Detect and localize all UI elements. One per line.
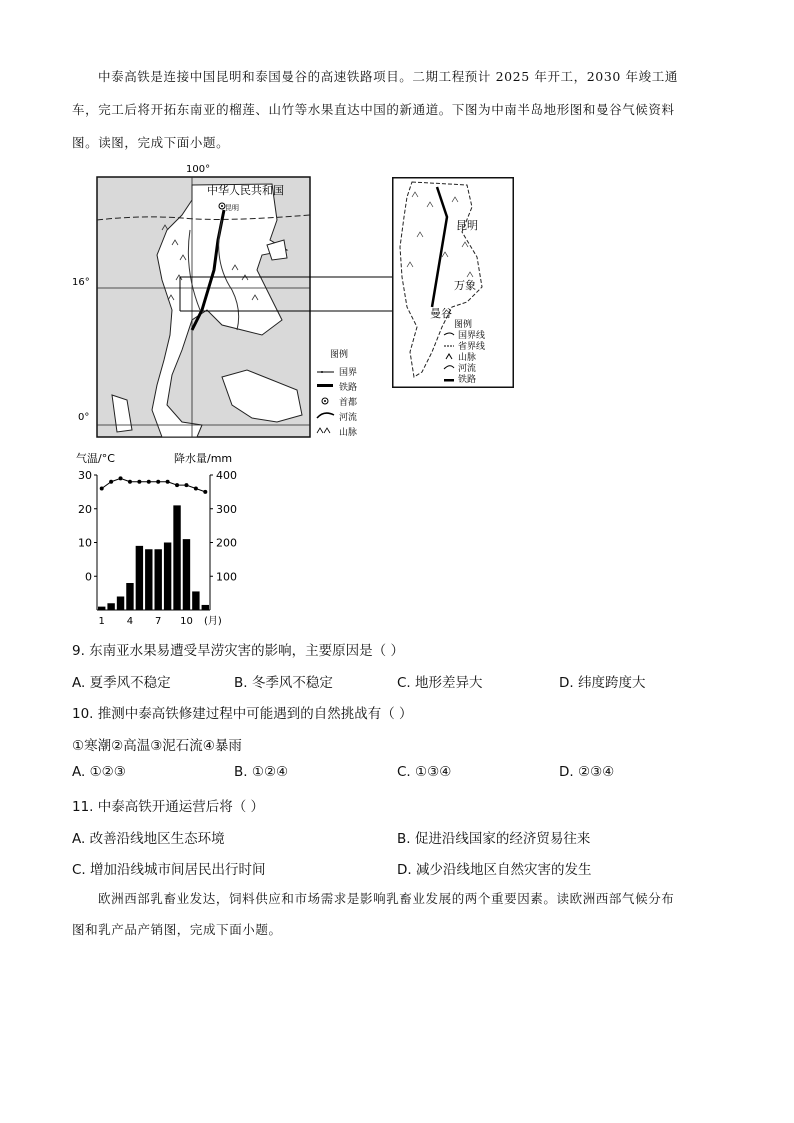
bangkok-climate-chart bbox=[76, 448, 246, 630]
month-tick-label: 1 bbox=[98, 616, 105, 627]
precipitation-bar bbox=[145, 549, 152, 610]
inset-railway-map bbox=[392, 177, 514, 388]
inset-bangkok-label: 曼谷 bbox=[430, 307, 452, 320]
q10-option-d[interactable]: D. ②③④ bbox=[559, 764, 615, 780]
svg-text:图例: 图例 bbox=[330, 350, 349, 360]
svg-text:国界: 国界 bbox=[339, 368, 358, 378]
temperature-point bbox=[147, 480, 151, 484]
temperature-point bbox=[203, 490, 207, 494]
precip-tick-label: 200 bbox=[216, 536, 237, 550]
q10-option-c[interactable]: C. ①③④ bbox=[397, 764, 452, 780]
svg-text:河流: 河流 bbox=[339, 413, 358, 423]
temperature-point bbox=[156, 480, 160, 484]
svg-text:省界线: 省界线 bbox=[458, 342, 486, 352]
temperature-point bbox=[184, 483, 188, 487]
q9-option-a[interactable]: A. 夏季风不稳定 bbox=[72, 675, 171, 691]
q9-option-b[interactable]: B. 冬季风不稳定 bbox=[234, 675, 333, 691]
temperature-point bbox=[137, 480, 141, 484]
precipitation-bar bbox=[192, 591, 199, 610]
q10-option-b[interactable]: B. ①②④ bbox=[234, 764, 289, 780]
svg-text:首都: 首都 bbox=[339, 398, 358, 408]
question-10-items: ①寒潮②高温③泥石流④暴雨 bbox=[72, 738, 242, 754]
precipitation-bar bbox=[126, 583, 133, 610]
temperature-line bbox=[102, 478, 206, 492]
chart-month-unit: (月) bbox=[204, 616, 222, 627]
precipitation-bar bbox=[117, 597, 124, 611]
svg-text:山脉: 山脉 bbox=[339, 428, 358, 438]
precipitation-bar bbox=[98, 607, 105, 610]
map-longitude-label: 100° bbox=[186, 164, 211, 175]
map-connector-lines bbox=[180, 270, 405, 320]
intro-line-1: 中泰高铁是连接中国昆明和泰国曼谷的高速铁路项目。二期工程预计 2025 年开工，2030 年竣工通 bbox=[98, 69, 678, 84]
precip-tick-label: 400 bbox=[216, 469, 237, 482]
q9-option-c[interactable]: C. 地形差异大 bbox=[397, 675, 483, 691]
map-lat16-label: 16° bbox=[72, 277, 90, 288]
month-tick-label: 4 bbox=[126, 616, 134, 627]
intro-line-3: 图。读图，完成下面小题。 bbox=[72, 135, 230, 150]
temperature-point bbox=[128, 480, 132, 484]
temp-tick-label: 0 bbox=[85, 570, 92, 584]
intro-line-2: 车，完工后将开拓东南亚的榴莲、山竹等水果直达中国的新通道。下图为中南半岛地形图和曼谷气候资料 bbox=[72, 102, 675, 117]
svg-text:铁路: 铁路 bbox=[339, 383, 358, 393]
q11-option-d[interactable]: D. 减少沿线地区自然灾害的发生 bbox=[397, 862, 592, 878]
precipitation-bar bbox=[173, 505, 180, 610]
question-10-stem: 10. 推测中泰高铁修建过程中可能遇到的自然挑战有（ ） bbox=[72, 706, 413, 722]
temperature-point bbox=[119, 476, 123, 480]
svg-text:图例: 图例 bbox=[454, 320, 473, 330]
q11-option-a[interactable]: A. 改善沿线地区生态环境 bbox=[72, 831, 225, 847]
intro2-line-2: 图和乳产品产销图，完成下面小题。 bbox=[72, 922, 282, 937]
chart-temp-axis-label: 气温/°C bbox=[76, 452, 115, 465]
svg-text:铁路: 铁路 bbox=[458, 375, 477, 385]
precipitation-bar bbox=[107, 603, 114, 610]
precipitation-bar bbox=[136, 546, 143, 610]
map-country-label: 中华人民共和国 bbox=[207, 184, 284, 197]
temp-tick-label: 30 bbox=[78, 469, 92, 482]
svg-text:国界线: 国界线 bbox=[458, 331, 486, 341]
temperature-point bbox=[175, 483, 179, 487]
month-tick-label: 7 bbox=[155, 616, 162, 627]
precip-tick-label: 300 bbox=[216, 502, 237, 516]
precipitation-bar bbox=[202, 605, 209, 610]
temperature-point bbox=[166, 480, 170, 484]
svg-text:山脉: 山脉 bbox=[458, 353, 477, 363]
map-kunming-label: 昆明 bbox=[225, 204, 239, 212]
chart-precip-axis-label: 降水量/mm bbox=[174, 452, 233, 465]
map-lat0-label: 0° bbox=[78, 412, 90, 423]
question-9-stem: 9. 东南亚水果易遭受旱涝灾害的影响，主要原因是（ ） bbox=[72, 643, 404, 659]
precipitation-bar bbox=[164, 543, 171, 611]
precip-tick-label: 100 bbox=[216, 570, 237, 584]
svg-text:河流: 河流 bbox=[458, 364, 477, 374]
q11-option-b[interactable]: B. 促进沿线国家的经济贸易往来 bbox=[397, 831, 591, 847]
temperature-point bbox=[194, 487, 198, 491]
precipitation-bar bbox=[155, 549, 162, 610]
temperature-point bbox=[109, 480, 113, 484]
q10-option-a[interactable]: A. ①②③ bbox=[72, 764, 126, 780]
inset-kunming-label: 昆明 bbox=[456, 219, 478, 232]
intro2-line-1: 欧洲西部乳畜业发达，饲料供应和市场需求是影响乳畜业发展的两个重要因素。读欧洲西部气候分布 bbox=[98, 891, 675, 906]
temp-tick-label: 10 bbox=[78, 536, 92, 550]
question-11-stem: 11. 中泰高铁开通运营后将（ ） bbox=[72, 799, 265, 815]
q11-option-c[interactable]: C. 增加沿线城市间居民出行时间 bbox=[72, 862, 266, 878]
map-legend bbox=[317, 348, 357, 438]
temperature-point bbox=[100, 487, 104, 491]
temp-tick-label: 20 bbox=[78, 502, 92, 516]
month-tick-label: 10 bbox=[180, 616, 193, 627]
q9-option-d[interactable]: D. 纬度跨度大 bbox=[559, 675, 646, 691]
precipitation-bar bbox=[183, 539, 190, 610]
inset-vientiane-label: 万象 bbox=[454, 279, 476, 292]
